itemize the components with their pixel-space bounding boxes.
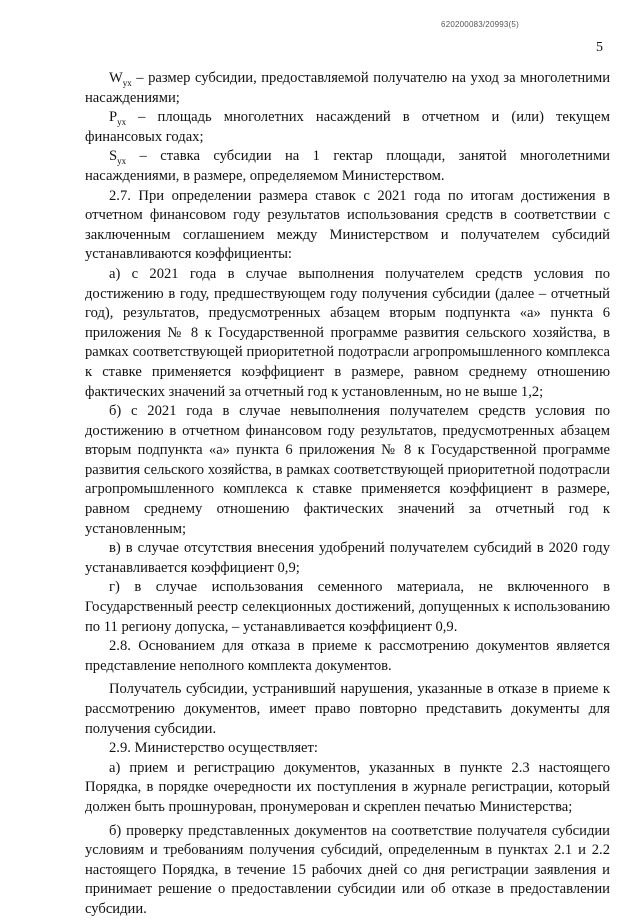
paragraph-2-7: 2.7. При определении размера ставок с 2021 года по итогам достижения в отчетном финансовом году результатов использования средств в соответствии с заключенным соглашением между Министерством и получателем субсидий устанавливаются коэффициенты: <box>85 187 610 263</box>
formula-symbol-w: $W_{ух}$ <box>109 70 132 88</box>
paragraph-2-9-a: а) прием и регистрацию документов, указанных в пункте 2.3 настоящего Порядка, в порядке очередности их поступления в журнале регистрации, который должен быть прошнурован, пронумерован и скреплен печатью Министерства; <box>85 759 610 815</box>
formula-symbol-s: $S_{ух}$ <box>109 148 127 167</box>
paragraph-2-7-b: б) с 2021 года в случае невыполнения получателем средств условия по достижению в отчетном финансовом году результатов, предусмотренных абзацем вторым подпункта «а» пункта 6 приложения № 8 к Государственной программе развития сельского хозяйства, в рамках соответствующей приоритетной подотрасли агропромышленного комплекса к ставке применяется коэффициент в размере, равном среднему отношению фактических значений за отчетный год к установленным; <box>85 403 610 537</box>
paragraph-2-7-v: в) в случае отсутствия внесения удобрений получателем субсидий в 2020 году устанавливается коэффициент 0,9; <box>85 540 610 576</box>
paragraph-2-8-resubmit: Получатель субсидии, устранивший нарушения, указанные в отказе в приеме к рассмотрению документов, имеет право повторно представить документы для получения субсидии. <box>85 681 610 737</box>
paragraph-pyx: $P_{ух}$ – площадь многолетних насаждений в отчетном и (или) текущем финансовых годах; <box>85 109 610 145</box>
paragraph-2-7-a: а) с 2021 года в случае выполнения получателем средств условия по достижению в году, предшествующем году получения субсидии (далее – отчетный год), результатов, предусмотренных абзацем вторым подпункта «а» пункта 6 приложения № 8 к Государственной программе развития сельского хозяйства, в рамках соответствующей приоритетной подотрасли агропромышленного комплекса к ставке применяется коэффициент в размере, равном среднему отношению фактических значений за отчетный год к установленным, но не выше 1,2; <box>85 265 610 400</box>
paragraph-2-8: 2.8. Основанием для отказа в приеме к рассмотрению документов является представление неполного комплекта документов. <box>85 638 610 674</box>
paragraph-2-9: 2.9. Министерство осуществляет: <box>109 740 318 757</box>
formula-symbol-p: $P_{ух}$ <box>109 109 127 128</box>
paragraph-wyx: $W_{ух}$ – размер субсидии, предоставляемой получателю на уход за многолетними насаждениями; <box>85 70 610 106</box>
paragraph-2-7-g: г) в случае использования семенного материала, не включенного в Государственный реестр селекционных достижений, допущенных к использованию по 11 региону допуска, – устанавливается коэффициент 0,9. <box>85 579 610 635</box>
page-number: 5 <box>596 40 603 55</box>
paragraph-syx: $S_{ух}$ – ставка субсидии на 1 гектар площади, занятой многолетними насаждениями, в размере, определяемом Министерством. <box>85 148 610 184</box>
paragraph-2-9-b: б) проверку представленных документов на соответствие получателя субсидии условиям и требованиям получения субсидий, определенным в пунктах 2.1 и 2.2 настоящего Порядка, в течение 15 рабочих дней со дня регистрации заявления и принимает решение о предоставлении субсидии или об отказе в предоставлении субсидии. <box>85 822 610 917</box>
document-body <box>85 69 610 920</box>
document-id: 620200083/20993(5) <box>441 20 519 29</box>
